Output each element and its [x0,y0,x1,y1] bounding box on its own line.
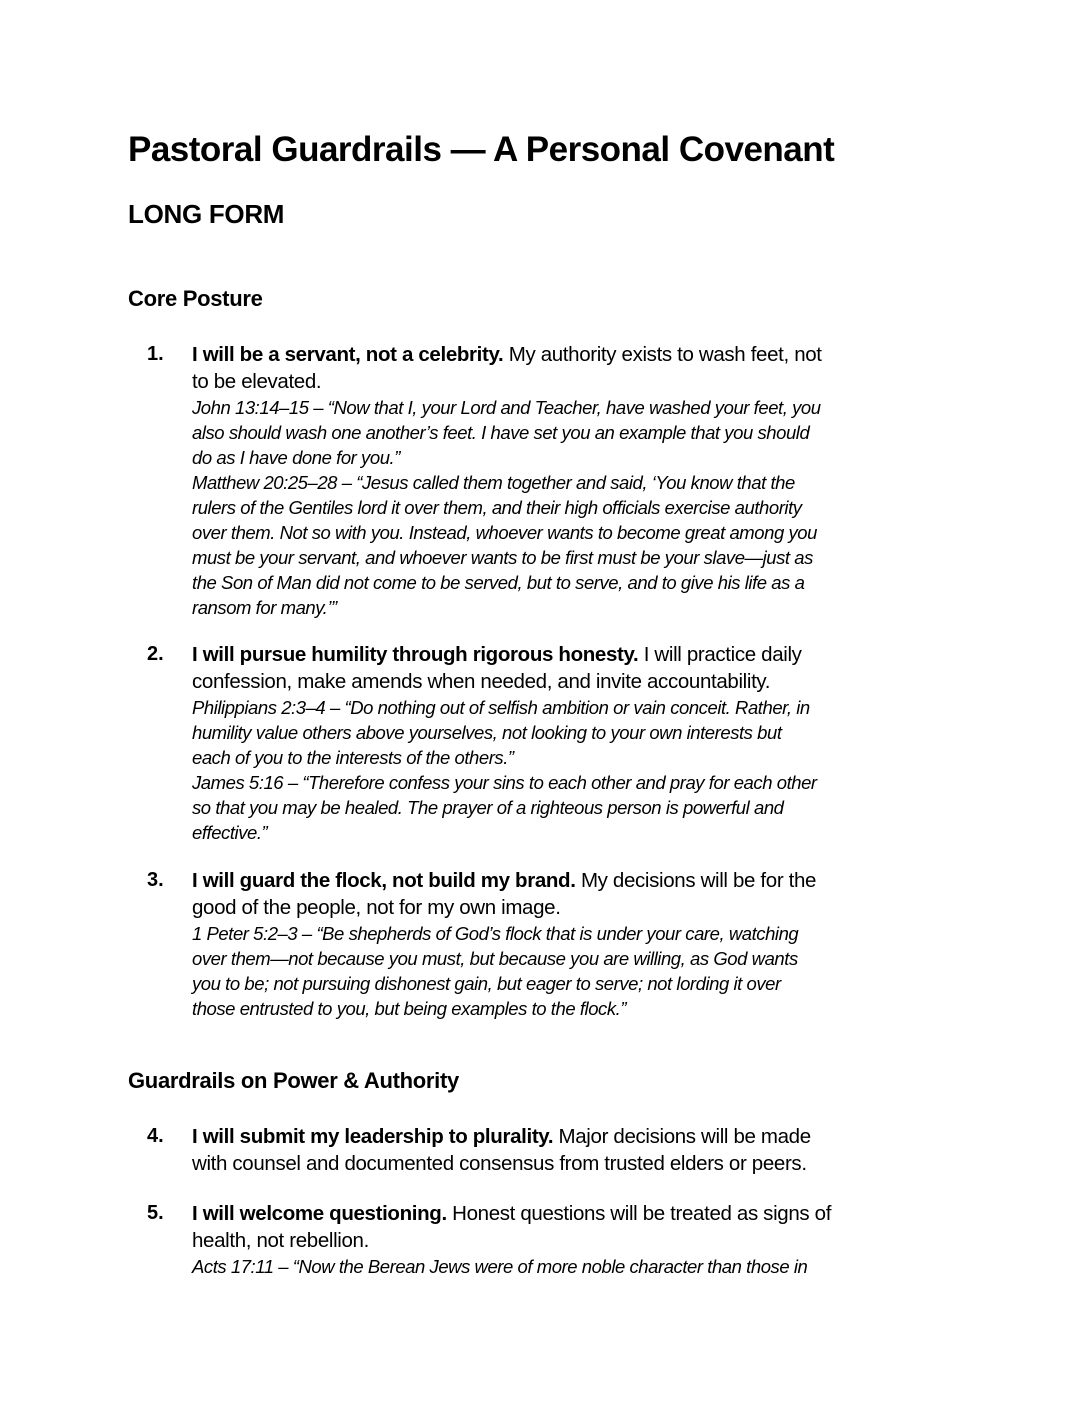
scripture-line: also should wash one another’s feet. I have set you an example that you should [192,422,810,443]
item-commitment: I will submit my leadership to plurality. [192,1125,554,1148]
scripture-line: over them—not because you must, but because you are willing, as God wants [192,948,798,969]
item-text: health, not rebellion. [192,1229,369,1252]
document-title: Pastoral Guardrails — A Personal Covenant [128,130,835,169]
scripture-line: ransom for many.’” [192,597,337,618]
item-statement-line [192,341,972,368]
item-body [192,867,972,1021]
item-body [192,641,972,845]
document-subtitle: LONG FORM [128,199,285,229]
scripture-line: 1 Peter 5:2–3 – “Be shepherds of God’s flock that is under your care, watching [192,923,799,944]
scripture-line: so that you may be healed. The prayer of a righteous person is powerful and [192,797,784,818]
item-number: 4. [147,1125,164,1147]
scripture-line: you to be; not pursuing dishonest gain, but eager to serve; not lording it over [192,973,781,994]
item-statement-line [192,641,972,668]
item-text: Major decisions will be made [553,1125,811,1148]
scripture-line: those entrusted to you, but being examples to the flock.” [192,998,627,1019]
item-number: 1. [147,343,164,365]
scripture-line: do as I have done for you.” [192,447,400,468]
scripture-line: James 5:16 – “Therefore confess your sins to each other and pray for each other [192,772,817,793]
item-text: Honest questions will be treated as signs of [446,1202,832,1225]
item-commitment: I will be a servant, not a celebrity. [192,343,504,366]
scripture-line: each of you to the interests of the others.” [192,747,514,768]
item-body [192,1200,972,1279]
section-heading-core-posture: Core Posture [128,286,263,311]
scripture-line: the Son of Man did not come to be served, but to serve, and to give his life as a [192,572,805,593]
item-text: confession, make amends when needed, and invite accountability. [192,670,771,693]
item-commitment: I will welcome questioning. [192,1202,447,1225]
item-text: to be elevated. [192,370,322,393]
scripture-line: rulers of the Gentiles lord it over them, and their high officials exercise authority [192,497,802,518]
item-text: good of the people, not for my own image. [192,896,561,919]
item-text: with counsel and documented consensus from trusted elders or peers. [192,1152,807,1175]
scripture-line: effective.” [192,822,268,843]
item-body [192,1123,972,1177]
item-commitment: I will pursue humility through rigorous honesty. [192,643,639,666]
section-heading-power-authority: Guardrails on Power & Authority [128,1068,459,1093]
scripture-line: over them. Not so with you. Instead, whoever wants to become great among you [192,522,817,543]
item-statement-line [192,1123,972,1150]
item-text: My decisions will be for the [575,869,817,892]
scripture-line: Matthew 20:25–28 – “Jesus called them together and said, ‘You know that the [192,472,795,493]
item-statement-line [192,867,972,894]
item-text: My authority exists to wash feet, not [503,343,822,366]
item-text: I will practice daily [638,643,802,666]
scripture-line: Philippians 2:3–4 – “Do nothing out of selfish ambition or vain conceit. Rather, in [192,697,810,718]
item-body [192,341,972,620]
item-number: 2. [147,643,164,665]
scripture-line: John 13:14–15 – “Now that I, your Lord and Teacher, have washed your feet, you [192,397,821,418]
item-statement-line [192,1200,972,1227]
item-number: 5. [147,1202,164,1224]
scripture-line: must be your servant, and whoever wants to be first must be your slave—just as [192,547,813,568]
scripture-line: humility value others above yourselves, not looking to your own interests but [192,722,782,743]
item-number: 3. [147,869,164,891]
scripture-line: Acts 17:11 – “Now the Berean Jews were of more noble character than those in [192,1256,808,1277]
item-commitment: I will guard the flock, not build my brand. [192,869,576,892]
